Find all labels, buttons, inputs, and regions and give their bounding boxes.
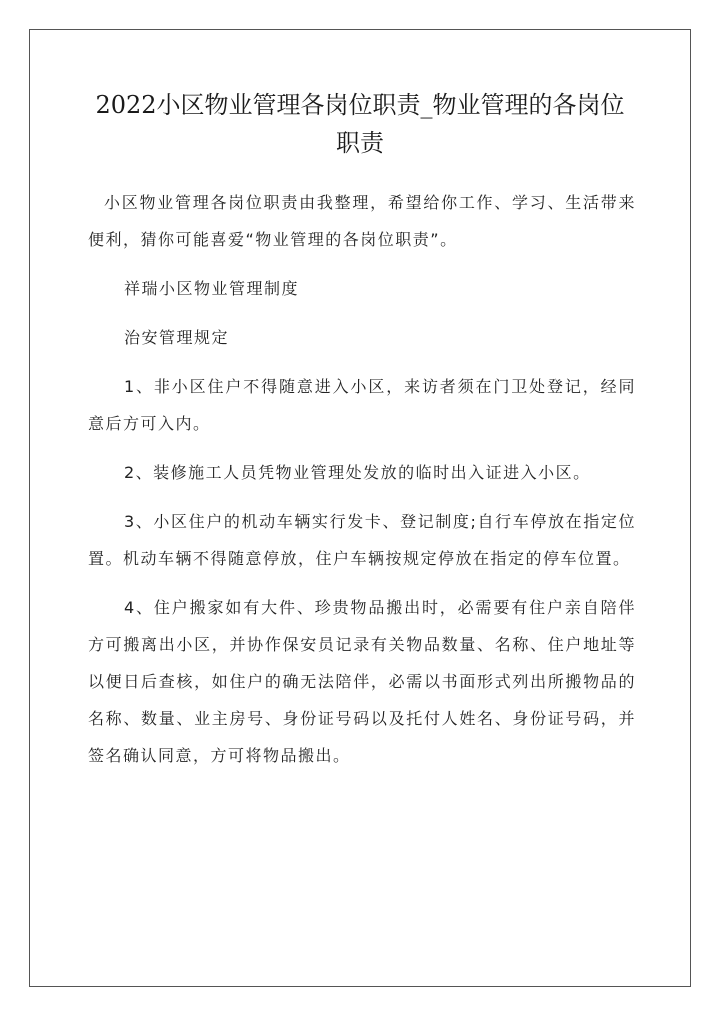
rule-paragraph-4: 4、住户搬家如有大件、珍贵物品搬出时，必需要有住户亲自陪伴方可搬离出小区，并协作保安员记录有关物品数量、名称、住户地址等以便日后查核，如住户的确无法陪伴，必需以书面形式列出所搬物品的名称、数量、业主房号、身份证号码以及托付人姓名、身份证号码，并签名确认同意，方可将物品搬出。 [88, 598, 636, 765]
rule-paragraph-3: 3、小区住户的机动车辆实行发卡、登记制度;自行车停放在指定位置。机动车辆不得随意停放，住户车辆按规定停放在指定的停车位置。 [88, 512, 636, 568]
intro-paragraph: 小区物业管理各岗位职责由我整理，希望给你工作、学习、生活带来便利，猜你可能喜爱“物业管理的各岗位职责”。 [88, 193, 636, 249]
section-heading-regulations: 祥瑞小区物业管理制度 [124, 279, 300, 298]
rule-paragraph-2: 2、装修施工人员凭物业管理处发放的临时出入证进入小区。 [124, 463, 591, 482]
document-body [88, 184, 636, 774]
rule-paragraph-1: 1、非小区住户不得随意进入小区，来访者须在门卫处登记，经同意后方可入内。 [88, 377, 636, 433]
section-heading-security: 治安管理规定 [124, 328, 230, 347]
document-title: 2022小区物业管理各岗位职责_物业管理的各岗位职责 [95, 91, 625, 157]
